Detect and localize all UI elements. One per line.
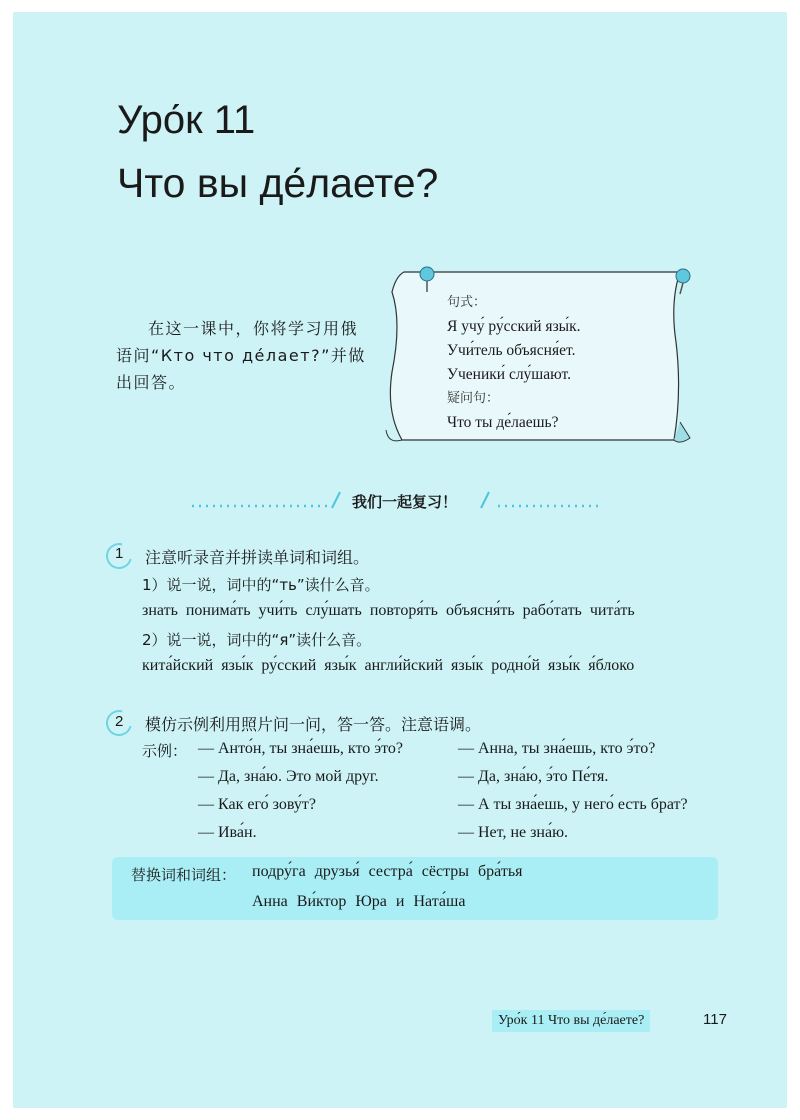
example-label: 示例： xyxy=(142,742,188,760)
dialog-right-line: — Нет, не зна́ю. xyxy=(458,824,569,841)
pattern-label: 句式： xyxy=(447,295,487,310)
dialog-left-line: — Ива́н. xyxy=(198,824,257,841)
exercise-1-words2: кита́йский язы́к ру́сский язы́к англи́йский язы́к родно́й язы́к я́блоко xyxy=(142,657,635,674)
pattern-line: Ученики́ слу́шают. xyxy=(447,366,571,383)
dialog-left-line: — Да, зна́ю. Это мой друг. xyxy=(198,768,379,785)
pattern-line: Я учу́ ру́сский язы́к. xyxy=(447,318,581,335)
pattern-line: Учи́тель объясня́ет. xyxy=(447,342,576,359)
dialog-left-line: — Анто́н, ты зна́ешь, кто э́то? xyxy=(198,740,403,757)
replacement-line-2: Анна Ви́ктор Юра и Ната́ша xyxy=(252,893,466,910)
replacement-label: 替换词和词组： xyxy=(131,866,237,884)
intro-text: 在这一课中，你将学习用俄语问“Кто что де́лает?”并做出回答。 xyxy=(116,319,366,392)
replacement-line-1: подру́га друзья́ сестра́ сёстры бра́тья xyxy=(252,863,523,880)
dialog-right-line: — Анна, ты зна́ешь, кто э́то? xyxy=(458,740,656,757)
pin-icon xyxy=(676,269,690,294)
note-content xyxy=(447,291,581,435)
page-number: 117 xyxy=(703,1011,727,1028)
question-line: Что ты де́лаешь? xyxy=(447,414,559,431)
lesson-number-title: Уро́к 11 xyxy=(117,98,256,142)
exercise-1-words1: знать понима́ть учи́ть слу́шать повторя́ть объясня́ть рабо́тать чита́ть xyxy=(142,602,635,619)
exercise-1-sub2: 2）说一说，词中的“я”读什么音。 xyxy=(142,631,372,649)
exercise-1-number: 1 xyxy=(115,545,124,562)
exercise-2-instruction: 模仿示例利用照片问一问，答一答。注意语调。 xyxy=(145,715,482,734)
exercise-2-number: 2 xyxy=(115,713,124,730)
dialog-right-line: — Да, зна́ю, э́то Пе́тя. xyxy=(458,768,609,785)
dialog-right-line: — А ты зна́ешь, у него́ есть брат? xyxy=(458,796,688,813)
exercise-1-sub1: 1）说一说，词中的“ть”读什么音。 xyxy=(142,576,380,594)
footer-lesson-tag: Уро́к 11 Что вы де́лаете? xyxy=(492,1010,650,1032)
dialog-left-line: — Как его́ зову́т? xyxy=(198,796,316,813)
exercise-1-instruction: 注意听录音并拼读单词和词组。 xyxy=(145,548,370,567)
lesson-title: Что вы де́лаете? xyxy=(117,160,439,206)
review-title: 我们一起复习！ xyxy=(352,493,458,511)
question-label: 疑问句： xyxy=(447,391,500,406)
